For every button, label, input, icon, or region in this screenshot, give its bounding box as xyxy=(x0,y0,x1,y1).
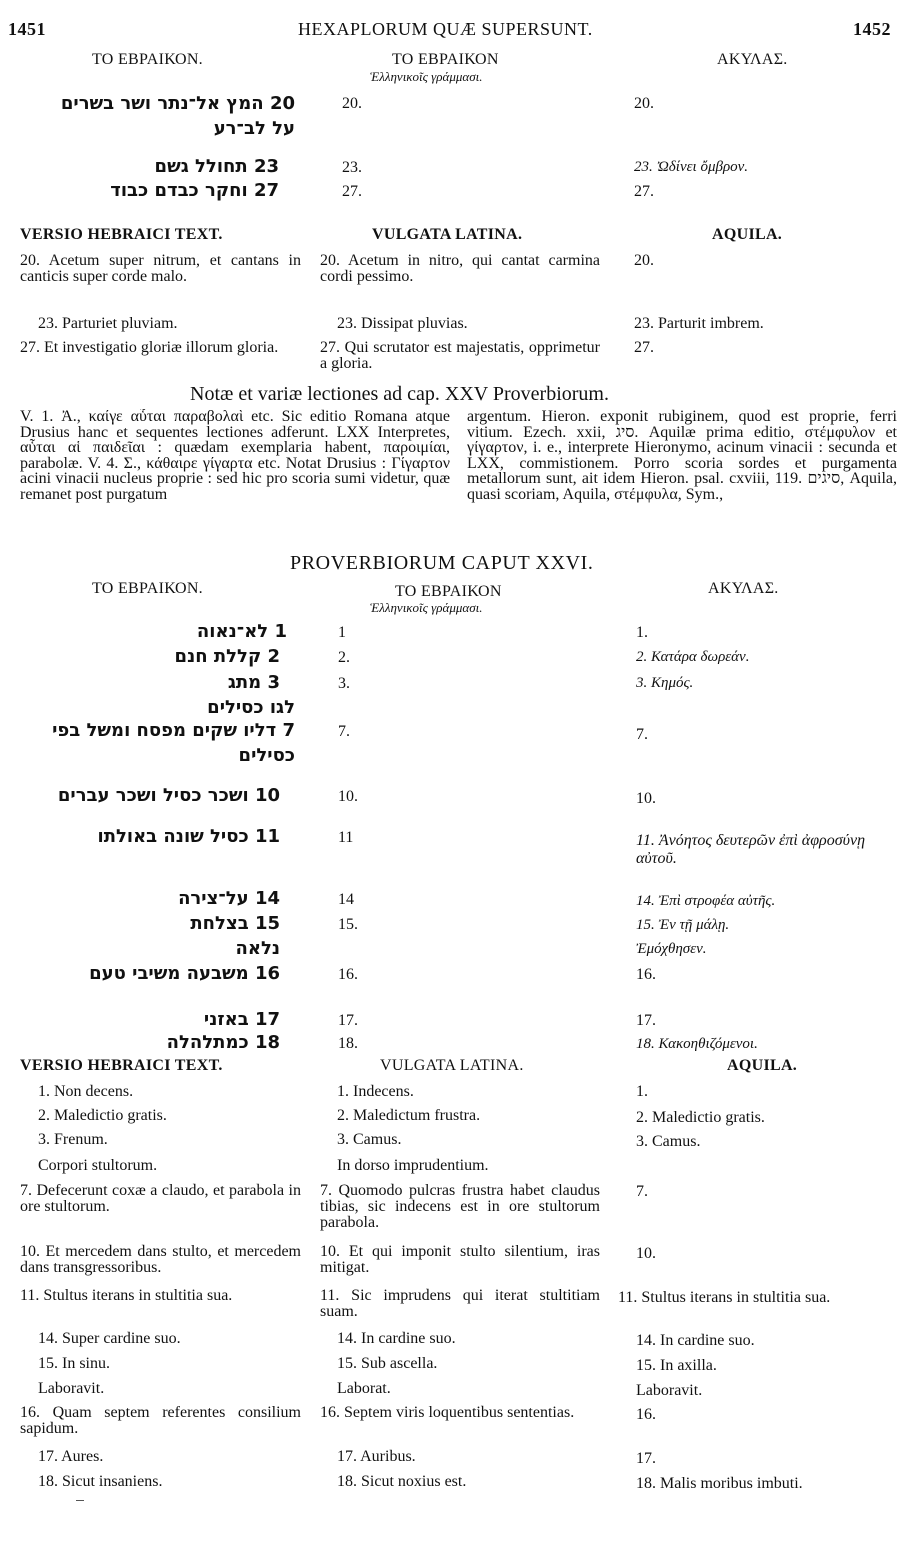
ch-mid-3: 3. xyxy=(338,675,350,692)
hebrew-verse-20-cont: על לב־רע xyxy=(213,118,295,139)
col-subhead-greek-letters: Ἑλληνικοῖς γράμμασι. xyxy=(370,69,483,84)
ch-hebrew-15-cont: נלאה xyxy=(235,938,280,959)
ch-mid-2: 2. xyxy=(338,649,350,666)
chapter-title: PROVERBIORUM CAPUT XXVI. xyxy=(290,552,594,574)
ch-mid-11: 11 xyxy=(338,829,354,846)
ch-right-3: 3. Κημός. xyxy=(636,675,694,691)
v2-left-3b: Corpori stultorum. xyxy=(38,1157,158,1174)
col-head-vulgata-2: VULGATA LATINA. xyxy=(380,1057,524,1074)
ch-hebrew-15: 15 בצלחת xyxy=(190,913,280,934)
v2-right-7: 7. xyxy=(636,1183,648,1200)
notes-left-column: V. 1. Ἀ., καίγε αὗται παραβολαὶ etc. Sic editio Romana atque Drusius hanc et sequentes lectiones adferunt. LXX Interpretes, αὗται αἱ παιδεῖαι : quædam exemplaria habent, παροιμίαι, parabolæ. V. 4. Σ., κάθαιρε γίγαρτα etc. Notat Drusius : Γίγαρτον acini vinacii nucleus proprie : sed hic pro scoria sumi videtur, quæ remanet post purgatum xyxy=(20,409,450,503)
v2-left-16: 16. Quam septem referentes consilium sapidum. xyxy=(20,1404,301,1437)
ch-hebrew-14: 14 על־צירה xyxy=(178,888,280,909)
v2-mid-1: 1. Indecens. xyxy=(337,1083,414,1100)
ch-hebrew-18: 18 כמתלהלה xyxy=(166,1032,280,1053)
ch-right-18: 18. Κακοηθιζόμενοι. xyxy=(636,1036,758,1052)
chapter-col-head-aquila: ΑΚΥΛΑΣ. xyxy=(708,580,779,597)
v2-left-2: 2. Maledictio gratis. xyxy=(38,1107,167,1124)
ch-hebrew-16: 16 משבעה משיבי טעם xyxy=(89,963,280,984)
right-verse-27: 27. xyxy=(634,183,654,200)
v2-left-7: 7. Defecerunt coxæ a claudo, et parabola in ore stultorum. xyxy=(20,1182,301,1215)
v2-right-14: 14. In cardine suo. xyxy=(636,1332,755,1349)
v2-mid-3: 3. Camus. xyxy=(337,1131,402,1148)
mid-verse-23: 23. xyxy=(342,159,362,176)
versio-verse-20: 20. Acetum super nitrum, et cantans in canticis super corde malo. xyxy=(20,252,301,285)
v2-mid-15b: Laborat. xyxy=(337,1380,391,1397)
ch-mid-16: 16. xyxy=(338,966,358,983)
ch-hebrew-10: 10 ושכר כסיל ושכר עברים xyxy=(57,785,280,806)
ch-mid-18: 18. xyxy=(338,1035,358,1052)
col-head-versio: VERSIO HEBRAICI TEXT. xyxy=(20,226,223,243)
col-head-aquila-2: AQUILA. xyxy=(727,1057,798,1074)
v2-left-15: 15. In sinu. xyxy=(38,1355,110,1372)
v2-mid-3b: In dorso imprudentium. xyxy=(337,1157,489,1174)
col-head-aquila: ΑΚΥΛΑΣ. xyxy=(717,51,788,68)
page-number-right: 1452 xyxy=(853,19,891,39)
v2-right-11: 11. Stultus iterans in stultitia sua. xyxy=(618,1289,831,1306)
notes-right-column: argentum. Hieron. exponit rubiginem, quod est proprie, ferri vitium. Ezech. xxii, סיג. Aquilæ prima editio, στέμφυλον et γίγαρτον, i. e., interprete Hieronymo, acinum vinacii : secunda et LXX, commistionem. Porro scoria sordes et purgamenta metallorum sunt, ait idem Hieron. psal. cxviii, 119. סיגים, Aquila, quasi scoriam, Aquila, στέμφυλα, Sym., xyxy=(467,409,897,503)
ch-hebrew-17: 17 באזני xyxy=(203,1009,280,1030)
aquila-verse-20: 20. xyxy=(634,252,654,269)
hebrew-verse-27: 27 וחקר כבדם כבוד xyxy=(110,180,279,201)
v2-left-10: 10. Et mercedem dans stulto, et mercedem dans transgressoribus. xyxy=(20,1243,301,1276)
bottom-dash xyxy=(76,1500,84,1501)
v2-right-15: 15. In axilla. xyxy=(636,1357,717,1374)
hebrew-verse-20: 20 המץ אל־נתר ושר בשרים xyxy=(60,93,295,114)
ch-hebrew-7: 7 דליו שקים מפסח ומשל בפי xyxy=(52,720,295,741)
v2-left-17: 17. Aures. xyxy=(38,1448,104,1465)
ch-right-15-cont: Ἐμόχθησεν. xyxy=(636,941,707,957)
mid-verse-27: 27. xyxy=(342,183,362,200)
col-head-hebrew: ΤΟ ΕΒΡΑΙΚΟΝ. xyxy=(92,51,203,68)
ch-mid-7: 7. xyxy=(338,723,350,740)
v2-mid-14: 14. In cardine suo. xyxy=(337,1330,456,1347)
ch-right-7: 7. xyxy=(636,726,648,743)
ch-right-10: 10. xyxy=(636,790,656,807)
ch-hebrew-11: 11 כסיל שונה באולתו xyxy=(97,826,280,847)
v2-mid-2: 2. Maledictum frustra. xyxy=(337,1107,481,1124)
v2-mid-7: 7. Quomodo pulcras frustra habet claudus tibias, sic indecens est in ore stultorum parabola. xyxy=(320,1182,600,1231)
ch-right-15: 15. Ἐν τῇ μάλῃ. xyxy=(636,917,730,933)
hebrew-verse-23: 23 תחולל גשם xyxy=(154,156,279,177)
running-title: HEXAPLORUM QUÆ SUPERSUNT. xyxy=(298,19,593,39)
vulgata-verse-27: 27. Qui scrutator est majestatis, opprimetur a gloria. xyxy=(320,339,600,372)
v2-mid-11: 11. Sic imprudens qui iterat stultitiam suam. xyxy=(320,1287,600,1320)
v2-mid-17: 17. Auribus. xyxy=(337,1448,416,1465)
col-head-aquila-latin: AQUILA. xyxy=(712,226,783,243)
vulgata-verse-23: 23. Dissipat pluvias. xyxy=(337,315,468,332)
chapter-col-head-hebrew-greek: ΤΟ ΕΒΡΑΙΚΟΝ xyxy=(395,583,502,600)
ch-mid-17: 17. xyxy=(338,1012,358,1029)
ch-right-17: 17. xyxy=(636,1012,656,1029)
page-number-left: 1451 xyxy=(8,19,46,39)
ch-mid-15: 15. xyxy=(338,916,358,933)
chapter-col-head-hebrew: ΤΟ ΕΒΡΑΙΚΟΝ. xyxy=(92,580,203,597)
v2-right-10: 10. xyxy=(636,1245,656,1262)
versio-verse-23: 23. Parturiet pluviam. xyxy=(38,315,178,332)
aquila-verse-27: 27. xyxy=(634,339,654,356)
v2-right-15b: Laboravit. xyxy=(636,1382,703,1399)
v2-left-15b: Laboravit. xyxy=(38,1380,105,1397)
v2-right-17: 17. xyxy=(636,1450,656,1467)
right-verse-23: 23. Ὠδίνει ὄμβρον. xyxy=(634,159,749,175)
notes-title: Notæ et variæ lectiones ad cap. XXV Proverbiorum. xyxy=(190,383,609,405)
ch-right-2: 2. Κατάρα δωρεάν. xyxy=(636,649,750,665)
ch-mid-10: 10. xyxy=(338,788,358,805)
col-head-versio-2: VERSIO HEBRAICI TEXT. xyxy=(20,1057,223,1074)
v2-right-2: 2. Maledictio gratis. xyxy=(636,1109,765,1126)
ch-mid-14: 14 xyxy=(338,891,354,908)
ch-right-11: 11. Ἀνόητος δευτερῶν ἐπὶ ἀφροσύνῃ αὐτοῦ. xyxy=(636,832,866,867)
ch-hebrew-1: 1 לא־נאוה xyxy=(196,621,287,642)
ch-right-1: 1. xyxy=(636,624,648,641)
ch-hebrew-2: 2 קללת חנם xyxy=(174,646,280,667)
aquila-verse-23: 23. Parturit imbrem. xyxy=(634,315,764,332)
v2-mid-16: 16. Septem viris loquentibus sententias. xyxy=(320,1404,575,1421)
v2-left-1: 1. Non decens. xyxy=(38,1083,134,1100)
col-head-vulgata: VULGATA LATINA. xyxy=(372,226,523,243)
ch-hebrew-3: 3 מתג xyxy=(227,672,280,693)
v2-right-1: 1. xyxy=(636,1083,648,1100)
v2-left-11: 11. Stultus iterans in stultitia sua. xyxy=(20,1287,233,1304)
v2-right-16: 16. xyxy=(636,1406,656,1423)
v2-mid-18: 18. Sicut noxius est. xyxy=(337,1473,467,1490)
ch-hebrew-3-cont: לגו כסילים xyxy=(207,697,295,718)
v2-left-18: 18. Sicut insaniens. xyxy=(38,1473,163,1490)
ch-right-14: 14. Ἐπὶ στροφέα αὐτῆς. xyxy=(636,893,776,909)
v2-left-3: 3. Frenum. xyxy=(38,1131,108,1148)
chapter-col-subhead: Ἑλληνικοῖς γράμμασι. xyxy=(370,600,483,615)
versio-verse-27: 27. Et investigatio gloriæ illorum gloria. xyxy=(20,339,279,356)
v2-mid-15: 15. Sub ascella. xyxy=(337,1355,438,1372)
v2-right-18: 18. Malis moribus imbuti. xyxy=(636,1475,803,1492)
right-verse-20: 20. xyxy=(634,95,654,112)
ch-mid-1: 1 xyxy=(338,624,346,641)
ch-right-16: 16. xyxy=(636,966,656,983)
v2-mid-10: 10. Et qui imponit stulto silentium, iras mitigat. xyxy=(320,1243,600,1276)
ch-hebrew-7-cont: כסילים xyxy=(238,745,295,766)
v2-left-14: 14. Super cardine suo. xyxy=(38,1330,181,1347)
col-head-hebrew-greek: ΤΟ ΕΒΡΑΙΚΟΝ xyxy=(392,51,499,68)
vulgata-verse-20: 20. Acetum in nitro, qui cantat carmina cordi pessimo. xyxy=(320,252,600,285)
v2-right-3: 3. Camus. xyxy=(636,1133,701,1150)
mid-verse-20: 20. xyxy=(342,95,362,112)
